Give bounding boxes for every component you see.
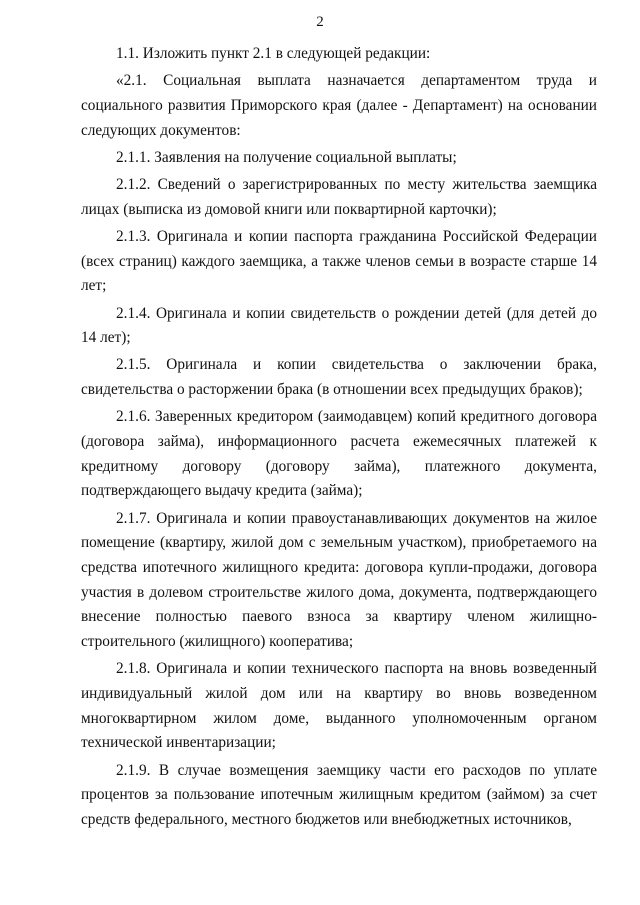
paragraph-2-1-6: 2.1.6. Заверенных кредитором (заимодавцем) копий кредитного договора (договора займа), информационного расчета ежемесячных платежей к кредитному договору (договору займа), платежного документа, подтверждающего выдачу кредита (займа); (81, 408, 597, 500)
paragraph-2-1-4: 2.1.4. Оригинала и копии свидетельств о рождении детей (для детей до 14 лет); (81, 304, 597, 347)
paragraph-2-1-3: 2.1.3. Оригинала и копии паспорта гражданина Российской Федерации (всех страниц) каждого заемщика, а также членов семьи в возрасте старше 14 лет; (81, 227, 597, 295)
paragraph-2-1-5: 2.1.5. Оригинала и копии свидетельства о заключении брака, свидетельства о расторжении брака (в отношении всех предыдущих браков); (81, 356, 597, 399)
paragraph-2-1: «2.1. Социальная выплата назначается департаментом труда и социального развития Приморского края (далее - Департамент) на основании следующих документов: (81, 72, 597, 139)
paragraph-1-1: 1.1. Изложить пункт 2.1 в следующей редакции: (116, 45, 431, 62)
paragraph-2-1-7: 2.1.7. Оригинала и копии правоустанавливающих документов на жилое помещение (квартиру, жилой дом с земельным участком), приобретаемого на средства ипотечного жилищного кредита: договора купли-продажи, договора участия в долевом строительстве жилого дома, документа, подтверждающего внесение полностью паевого взноса за квартиру членом жилищно-строительного (жилищного) кооператива; (81, 509, 597, 651)
paragraph-2-1-1: 2.1.1. Заявления на получение социальной выплаты; (116, 148, 457, 166)
paragraph-2-1-9: 2.1.9. В случае возмещения заемщику части его расходов по уплате процентов за пользование ипотечным жилищным кредитом (займом) за счет средств федерального, местного бюджетов или внебюджетных источников, (81, 761, 597, 829)
page-number: 2 (316, 14, 324, 30)
paragraph-2-1-8: 2.1.8. Оригинала и копии технического паспорта на вновь возведенный индивидуальный жилой дом или на квартиру во вновь возведенном многоквартирном жилом доме, выданного уполномоченным органом технической инвентаризации; (81, 660, 597, 752)
paragraph-2-1-2: 2.1.2. Сведений о зарегистрированных по месту жительства заемщика лицах (выписка из домовой книги или поквартирной карточки); (81, 176, 597, 218)
document-body (81, 42, 597, 835)
